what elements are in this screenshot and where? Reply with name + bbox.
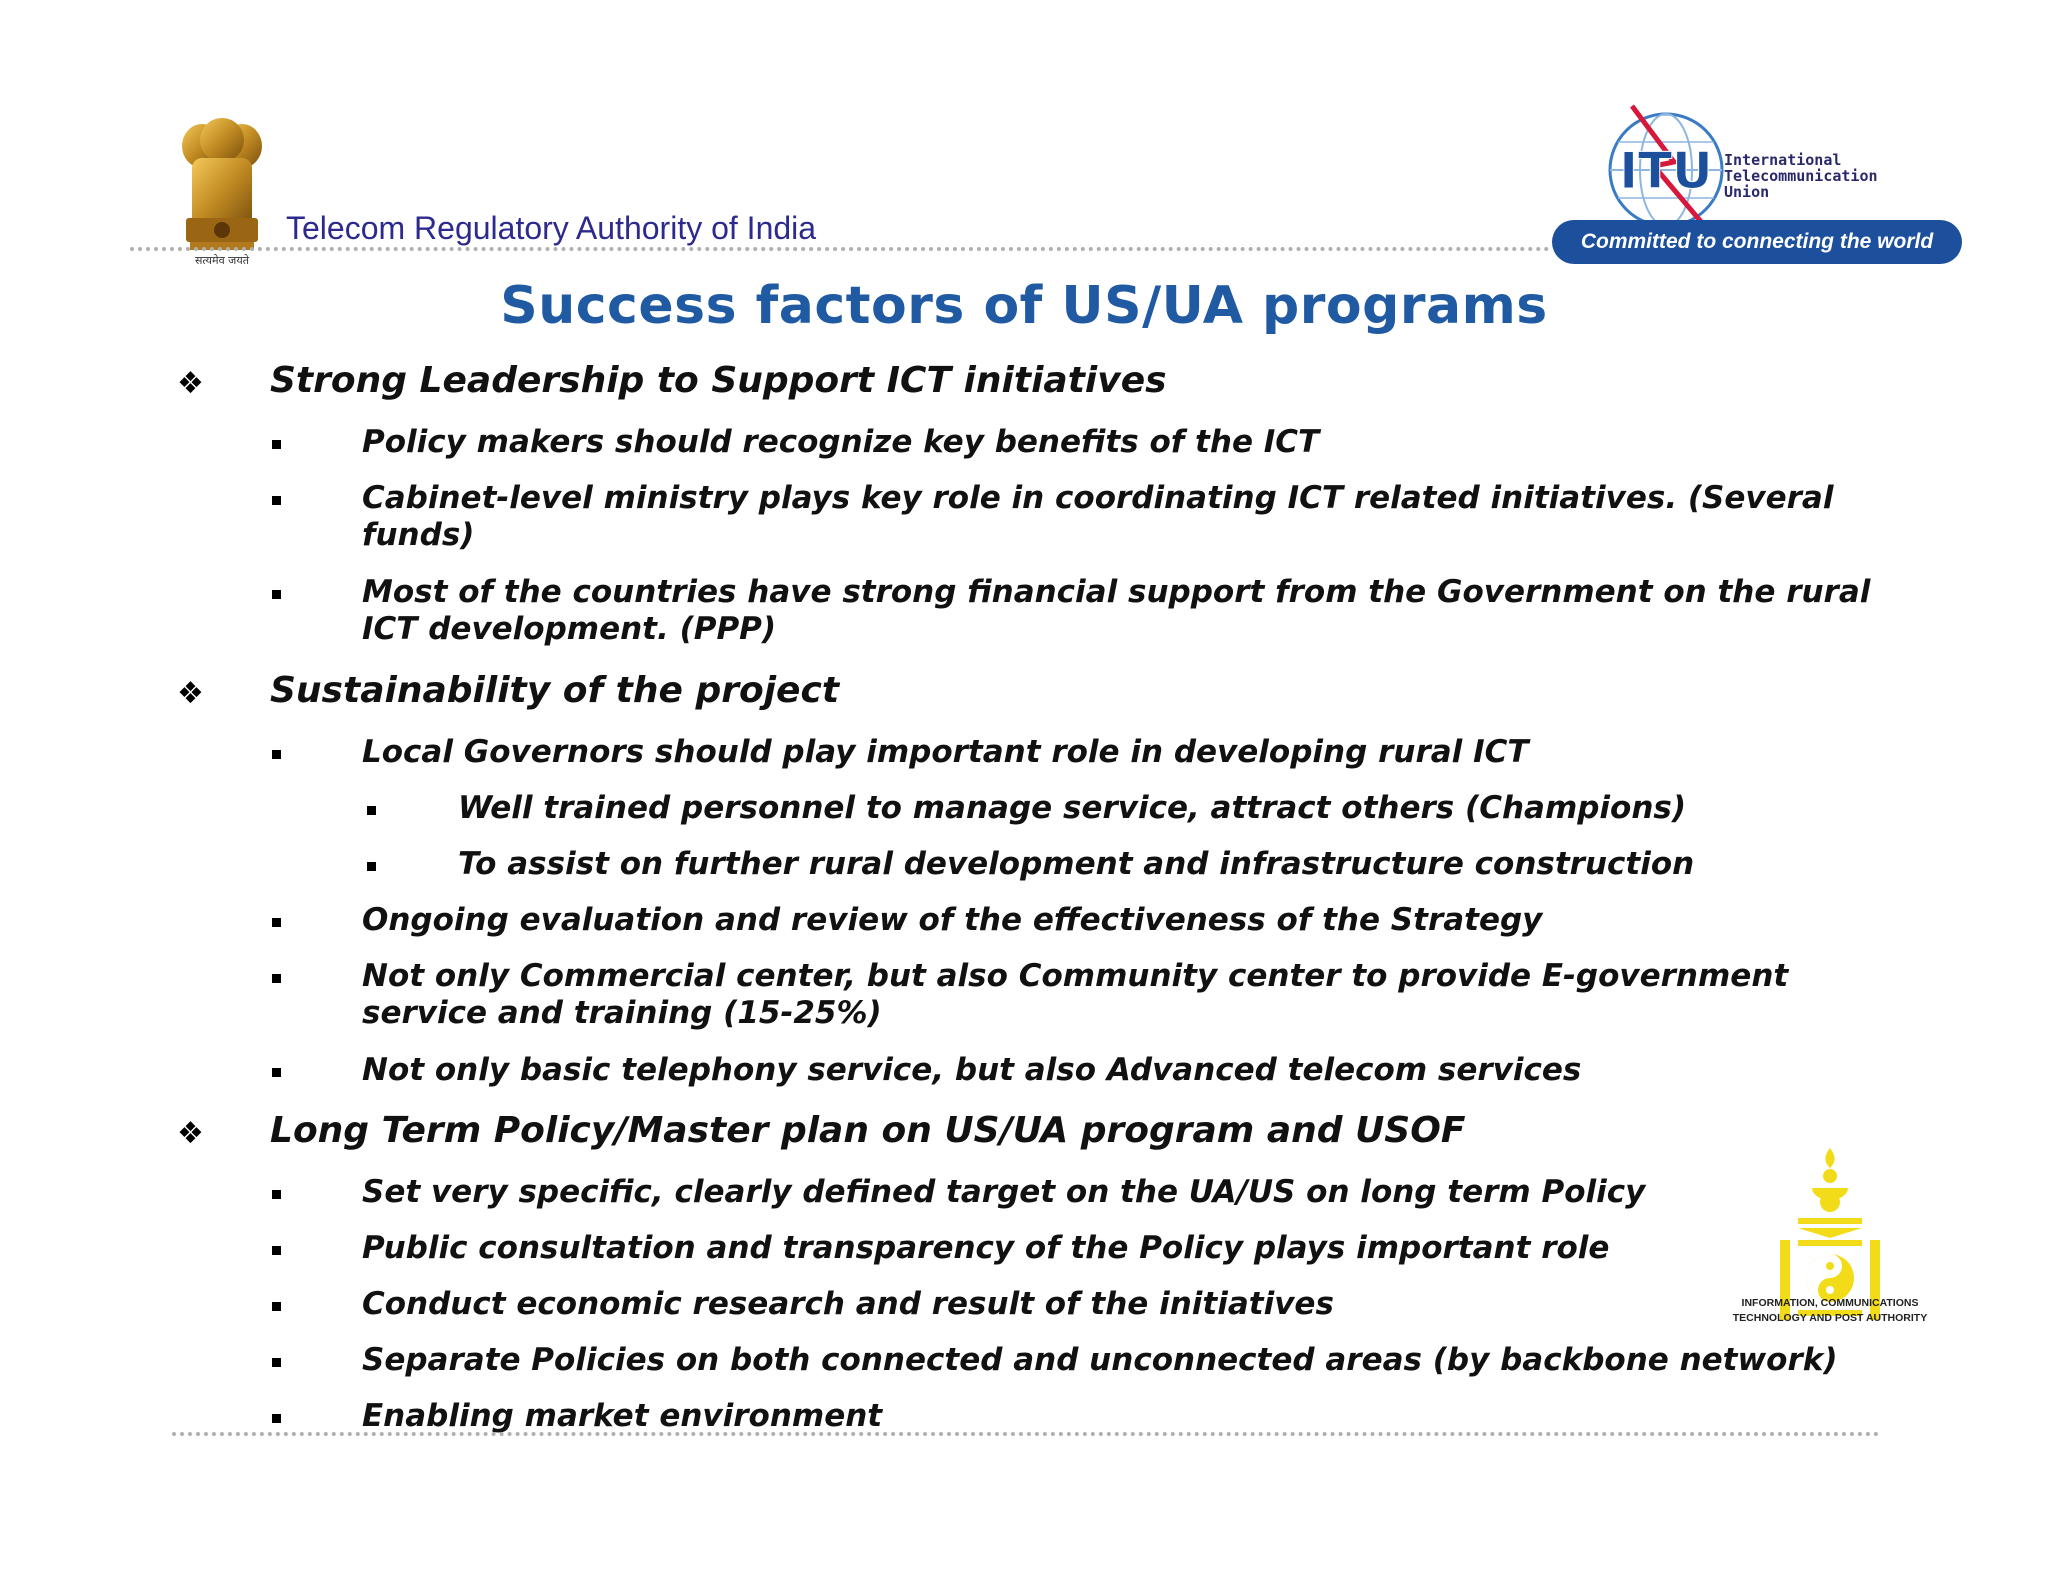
header-divider [130, 247, 1550, 251]
list-item-text: Conduct economic research and result of the initiatives [362, 1286, 1334, 1322]
list-item-text: Most of the countries have strong financial support from the Government on the rural [362, 574, 1871, 610]
itu-full-name [1724, 152, 1878, 200]
list-item-text: ICT development. (PPP) [362, 611, 777, 647]
itu-name-line: Telecommunication [1724, 167, 1878, 185]
square-bullet-icon [272, 974, 281, 983]
list-item-text: Policy makers should recognize key benefits of the ICT [362, 424, 1320, 460]
list-item-text: Public consultation and transparency of the Policy plays important role [362, 1230, 1610, 1266]
footer-divider [172, 1432, 1880, 1436]
square-bullet-icon [272, 1302, 281, 1311]
list-item-text: Set very specific, clearly defined target on the UA/US on long term Policy [362, 1174, 1646, 1210]
square-bullet-icon [367, 806, 376, 815]
list-item-text: Not only basic telephony service, but also Advanced telecom services [362, 1052, 1582, 1088]
square-bullet-icon [272, 1358, 281, 1367]
emblem-motto: सत्यमेव जयते [194, 254, 250, 267]
itu-name-line: International [1724, 151, 1842, 169]
square-bullet-icon [272, 1414, 281, 1423]
square-bullet-icon [272, 1068, 281, 1077]
national-emblem-logo [172, 118, 272, 268]
ictpa-caption [1720, 1296, 1940, 1326]
list-item-text: funds) [362, 517, 475, 553]
section-heading-text: Long Term Policy/Master plan on US/UA program and USOF [270, 1110, 1466, 1151]
square-bullet-icon [272, 590, 281, 599]
square-bullet-icon [272, 1190, 281, 1199]
square-bullet-icon [367, 862, 376, 871]
itu-abbr: ITU [1619, 142, 1713, 200]
ictpa-caption-line: INFORMATION, COMMUNICATIONS [1741, 1297, 1919, 1309]
square-bullet-icon [272, 496, 281, 505]
section-heading-text: Strong Leadership to Support ICT initiatives [270, 360, 1167, 401]
sub-list-item-text: Well trained personnel to manage service, attract others (Champions) [458, 790, 1687, 826]
square-bullet-icon [272, 918, 281, 927]
section-heading-text: Sustainability of the project [270, 670, 840, 711]
list-item-text: Separate Policies on both connected and unconnected areas (by backbone network) [362, 1342, 1838, 1378]
page-title: Success factors of US/UA programs [500, 276, 1548, 336]
list-item-text: Not only Commercial center, but also Community center to provide E-government [362, 958, 1789, 994]
org-name: Telecom Regulatory Authority of India [286, 210, 817, 246]
list-item-text: service and training (15-25%) [362, 995, 882, 1031]
square-bullet-icon [272, 750, 281, 759]
sub-list-item-text: To assist on further rural development and infrastructure construction [458, 846, 1695, 882]
square-bullet-icon [272, 1246, 281, 1255]
list-item-text: Cabinet-level ministry plays key role in coordinating ICT related initiatives. (Several [362, 480, 1834, 516]
itu-name-line: Union [1724, 183, 1770, 201]
list-item-text: Enabling market environment [362, 1398, 883, 1434]
list-item-text: Ongoing evaluation and review of the effectiveness of the Strategy [362, 902, 1543, 938]
diamond-bullet-icon: ❖ [177, 1116, 204, 1151]
ictpa-caption-line: TECHNOLOGY AND POST AUTHORITY [1732, 1312, 1928, 1324]
square-bullet-icon [272, 440, 281, 449]
list-item-text: Local Governors should play important role in developing rural ICT [362, 734, 1529, 770]
diamond-bullet-icon: ❖ [177, 676, 204, 711]
diamond-bullet-icon: ❖ [177, 366, 204, 401]
itu-tagline: Committed to connecting the world [1580, 230, 1934, 253]
